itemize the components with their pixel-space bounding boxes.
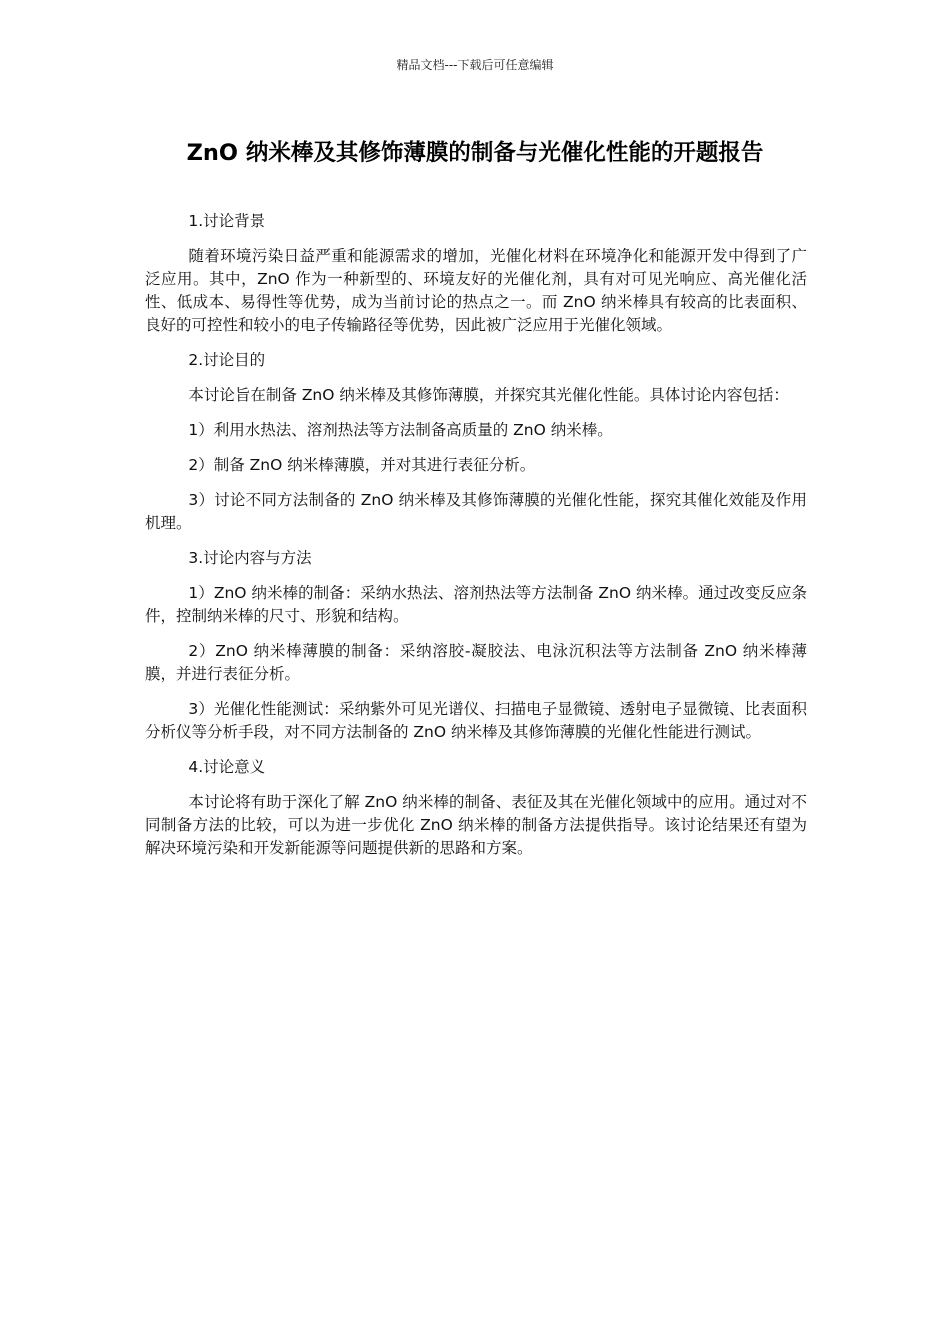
section-heading-purpose: 2.讨论目的	[188, 351, 266, 369]
paragraph-purpose-intro: 本讨论旨在制备 ZnO 纳米棒及其修饰薄膜，并探究其光催化性能。具体讨论内容包括：	[188, 386, 789, 404]
list-item-method-2: 2）ZnO 纳米棒薄膜的制备：采纳溶胶-凝胶法、电泳沉积法等方法制备 ZnO 纳米棒薄膜，并进行表征分析。	[145, 642, 807, 683]
list-item-purpose-3: 3）讨论不同方法制备的 ZnO 纳米棒及其修饰薄膜的光催化性能，探究其催化效能及作用机理。	[145, 491, 807, 532]
document-body	[145, 210, 807, 872]
header-note: 精品文档---下载后可任意编辑	[396, 58, 554, 72]
list-item-method-3: 3）光催化性能测试：采纳紫外可见光谱仪、扫描电子显微镜、透射电子显微镜、比表面积分析仪等分析手段，对不同方法制备的 ZnO 纳米棒及其修饰薄膜的光催化性能进行测试。	[145, 700, 807, 741]
paragraph-significance: 本讨论将有助于深化了解 ZnO 纳米棒的制备、表征及其在光催化领域中的应用。通过对不同制备方法的比较，可以为进一步优化 ZnO 纳米棒的制备方法提供指导。该讨论结果还有望为解决环境污染和开发新能源等问题提供新的思路和方案。	[145, 793, 807, 857]
document-title: ZnO 纳米棒及其修饰薄膜的制备与光催化性能的开题报告	[186, 140, 764, 166]
paragraph-background: 随着环境污染日益严重和能源需求的增加，光催化材料在环境净化和能源开发中得到了广泛应用。其中，ZnO 作为一种新型的、环境友好的光催化剂，具有对可见光响应、高光催化活性、低成本、易得性等优势，成为当前讨论的热点之一。而 ZnO 纳米棒具有较高的比表面积、良好的可控性和较小的电子传输路径等优势，因此被广泛应用于光催化领域。	[145, 247, 807, 334]
list-item-method-1: 1）ZnO 纳米棒的制备：采纳水热法、溶剂热法等方法制备 ZnO 纳米棒。通过改变反应条件，控制纳米棒的尺寸、形貌和结构。	[145, 584, 807, 625]
section-heading-methods: 3.讨论内容与方法	[188, 549, 312, 567]
section-heading-significance: 4.讨论意义	[188, 758, 266, 776]
list-item-purpose-1: 1）利用水热法、溶剂热法等方法制备高质量的 ZnO 纳米棒。	[188, 421, 613, 439]
section-heading-background: 1.讨论背景	[188, 212, 266, 230]
list-item-purpose-2: 2）制备 ZnO 纳米棒薄膜，并对其进行表征分析。	[188, 456, 536, 474]
